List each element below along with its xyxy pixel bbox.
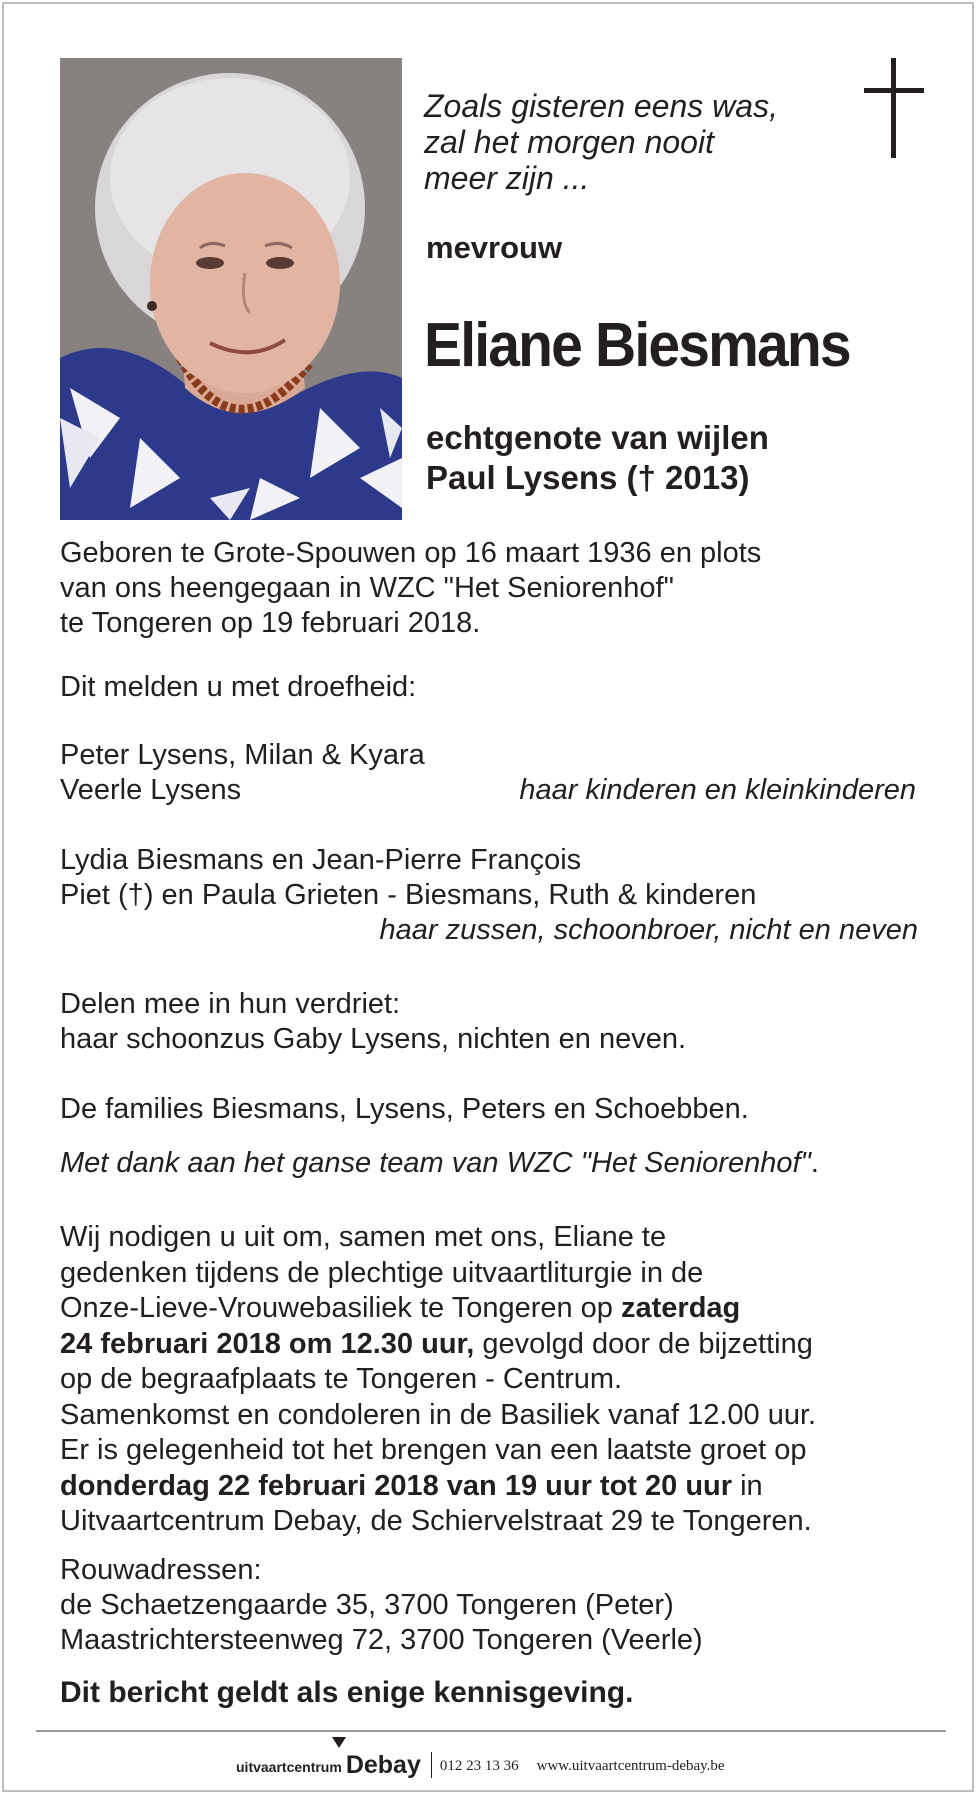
brand-name [346, 1751, 421, 1780]
invite-line [60, 1469, 816, 1505]
invite-line: Wij nodigen u uit om, samen met ons, Eliane te [60, 1221, 667, 1253]
children-line: Veerle Lysens [60, 774, 242, 806]
invite-line: op de begraafplaats te Tongeren - Centrum. [60, 1363, 623, 1395]
thanks-end: . [810, 1147, 819, 1179]
invite-line: Uitvaartcentrum Debay, de Schiervelstraat 29 te Tongeren. [60, 1505, 812, 1537]
birth-line: Geboren te Grote-Spouwen op 16 maart 1936 en plots [60, 537, 762, 569]
address-line: Maastrichtersteenweg 72, 3700 Tongeren (Veerle) [60, 1624, 703, 1656]
brand-prefix: uitvaartcentrum [236, 1759, 342, 1775]
birth-info [60, 536, 761, 641]
children-list [60, 738, 425, 808]
invitation [60, 1220, 816, 1540]
birth-line: van ons heengegaan in WZC "Het Seniorenhof" [60, 572, 674, 604]
invite-date: 24 februari 2018 om 12.30 uur, [60, 1327, 475, 1360]
invite-text: gevolgd door de bijzetting [474, 1327, 813, 1360]
footer-phone: 012 23 13 36 [439, 1758, 519, 1774]
spouse-info [426, 418, 769, 498]
portrait-photo [60, 58, 402, 520]
closing-statement: Dit bericht geldt als enige kennisgeving. [60, 1676, 634, 1709]
quote-line: meer zijn ... [424, 160, 590, 196]
birth-line: te Tongeren op 19 februari 2018. [60, 607, 481, 639]
quote-line: Zoals gisteren eens was, [424, 88, 778, 124]
children-line: Peter Lysens, Milan & Kyara [60, 739, 425, 771]
share-line: Delen mee in hun verdriet: [60, 988, 401, 1020]
announcement: Dit melden u met droefheid: [60, 671, 417, 703]
divider [36, 1730, 946, 1732]
invite-day: zaterdag [621, 1292, 741, 1324]
spouse-line: Paul Lysens († 2013) [426, 459, 750, 496]
deceased-name: Eliane Biesmans [424, 311, 850, 380]
invite-text: in [732, 1469, 763, 1502]
quote-line: zal het morgen nooit [424, 124, 714, 160]
invite-line: gedenken tijdens de plechtige uitvaartliturgie in de [60, 1256, 704, 1289]
invite-line: Samenkomst en condoleren in de Basiliek vanaf 12.00 uur. [60, 1398, 817, 1431]
thanks-text: Met dank aan het ganse team van WZC "Het Seniorenhof" [60, 1147, 811, 1179]
spouse-line: echtgenote van wijlen [426, 419, 769, 456]
siblings-line: Lydia Biesmans en Jean-Pierre François [60, 844, 582, 876]
invite-line [60, 1327, 816, 1363]
invite-text: Onze-Lieve-Vrouwebasiliek te Tongeren op [60, 1292, 621, 1324]
invite-line: Er is gelegenheid tot het brengen van een laatste groet op [60, 1434, 807, 1466]
footer [236, 1740, 725, 1780]
families: De families Biesmans, Lysens, Peters en Schoebben. [60, 1093, 749, 1125]
address-heading: Rouwadressen: [60, 1554, 262, 1586]
footer-website: www.uitvaartcentrum-debay.be [536, 1758, 725, 1774]
address-line: de Schaetzengaarde 35, 3700 Tongeren (Peter) [60, 1589, 674, 1621]
siblings-line: Piet (†) en Paula Grieten - Biesmans, Ruth & kinderen [60, 879, 757, 911]
siblings-role: haar zussen, schoonbroer, nicht en neven [379, 914, 918, 946]
cross-icon [864, 58, 924, 158]
footer-separator [431, 1752, 432, 1778]
addresses [60, 1553, 703, 1658]
visit-date: donderdag 22 februari 2018 van 19 uur tot 20 uur [60, 1469, 733, 1502]
brand-name-text: Debay [345, 1751, 421, 1779]
siblings-list [60, 843, 756, 913]
portrait-illustration [60, 58, 402, 520]
share-line: haar schoonzus Gaby Lysens, nichten en neven. [60, 1023, 687, 1055]
children-role: haar kinderen en kleinkinderen [519, 774, 916, 806]
quote [424, 88, 778, 196]
invite-line [60, 1291, 816, 1327]
honorific: mevrouw [426, 230, 563, 265]
brand-triangle-icon [332, 1737, 346, 1748]
share-grief [60, 987, 686, 1057]
thanks [60, 1146, 819, 1181]
